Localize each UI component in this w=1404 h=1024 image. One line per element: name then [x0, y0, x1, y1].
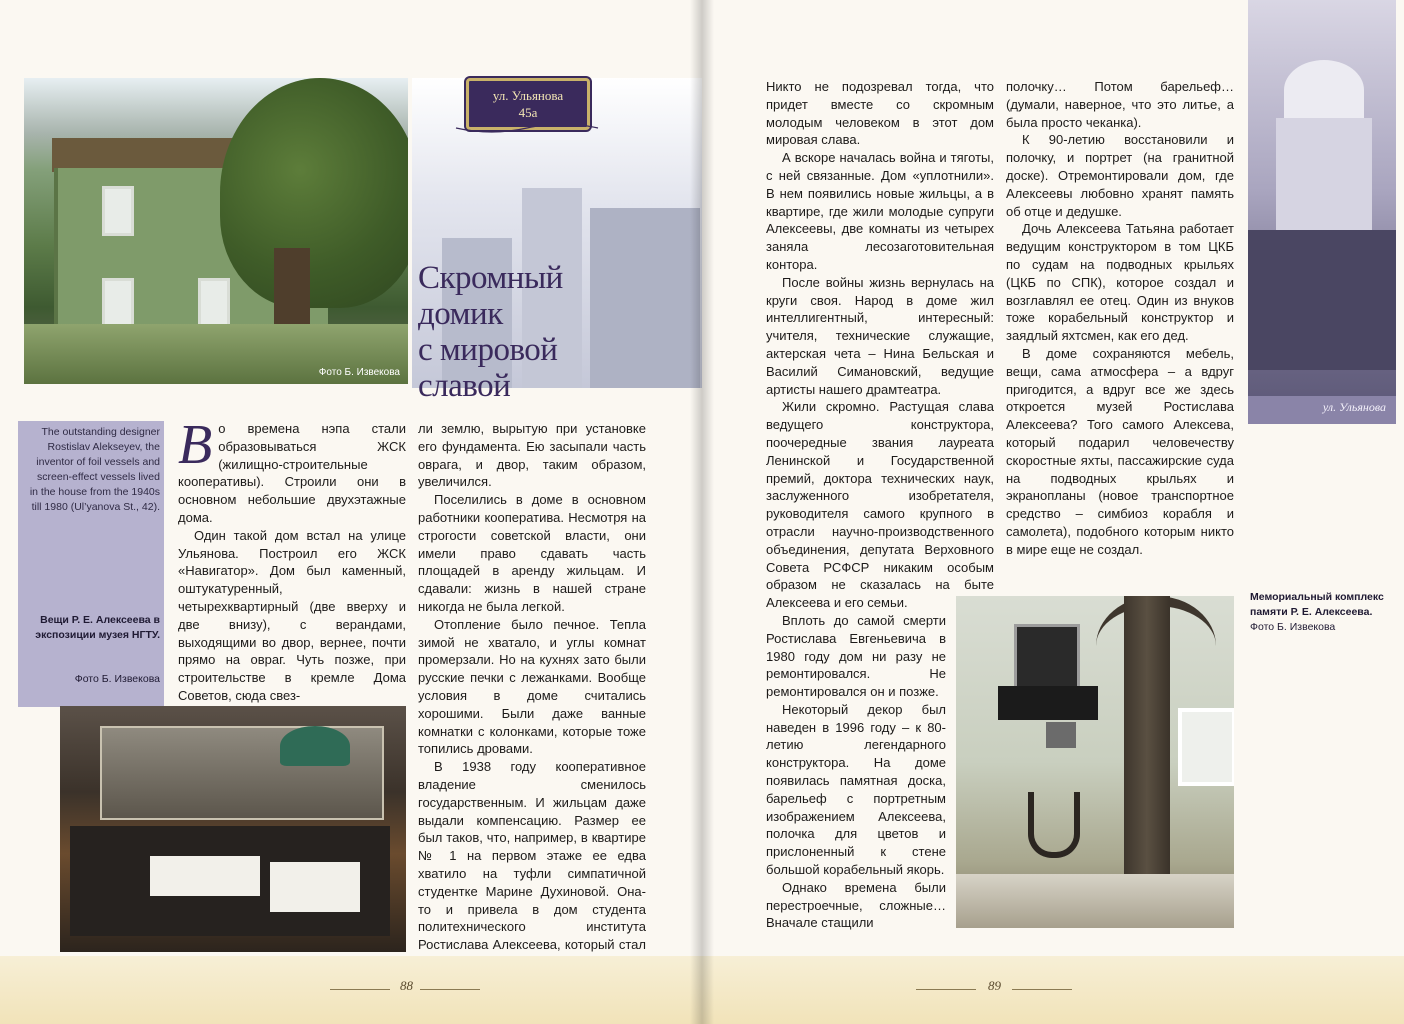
right-page — [702, 0, 1404, 1024]
footer-ornament — [916, 989, 976, 990]
paragraph — [178, 414, 406, 527]
street-plate — [452, 76, 602, 132]
house-window — [102, 186, 134, 236]
paragraph: Вплоть до самой смерти Ростислава Евгеньевича в 1980 году дом ни разу не ремонтировался. Не ремонтировался он и позже. — [766, 612, 946, 700]
paragraph: Никто не подозревал тогда, что придет вместе со скромным молодым человеком в этот дом мировая слава. — [766, 79, 994, 148]
house-photo-caption: Фото Б. Извекова — [318, 367, 400, 378]
tree-crown — [220, 78, 408, 308]
footer-band — [0, 956, 702, 1024]
street-name: ул. Ульянова — [492, 88, 564, 103]
paragraph: К 90-летию восстановили и полочку, и портрет (на гранитной доске). Отремонтировали дом, где Алексеевы любовно хранят память об отце и дедушке. — [1006, 132, 1234, 219]
paragraph: Некоторый декор был наведен в 1996 году – к 80-летию легендарного конструктора. На доме появилась памятная доска, барельеф с портретным изображением Алексеева, полочка для цветов и прислоненный к стене большой корабельный якорь. — [766, 701, 946, 878]
article-headline — [418, 260, 628, 404]
page-number: 89 — [988, 978, 1001, 993]
footer-ornament — [420, 989, 480, 990]
memorial-caption — [1250, 590, 1390, 635]
desk-lamp — [280, 726, 350, 766]
paragraph: А вскоре началась война и тяготы, с ней связанные. Дом «уплотнили». В нем появились новые жильцы, а в квартире, где жили молодые супруги Алексеевы, две комнаты из четырех заняла лесозаготовительная контора. — [766, 150, 994, 272]
memorial-photo — [956, 596, 1234, 928]
document-paper — [270, 862, 360, 912]
ornament-icon — [452, 122, 602, 134]
paragraph: Отопление было печное. Тепла зимой не хватало, и углы комнат промерзали. Но на кухнях зато были русские печки с лежанками. Вообще условия в доме считались хорошими. Были даже ванные комнатки с колонками, которые тоже топились дровами. — [418, 616, 646, 757]
ground — [956, 874, 1234, 928]
memorial-plaque — [1046, 722, 1076, 748]
paragraph: Однако времена были перестроечные, сложные… Вначале стащили — [766, 879, 946, 931]
museum-photo — [60, 706, 406, 952]
building-silhouette — [1248, 230, 1396, 370]
paragraph: Жили скромно. Растущая слава ведущего конструктора, поочередные звания лауреата Ленинской и Государственной премий, доктора технических наук, заслуженного изобретателя, руководителя самого крупного в отрасли научно-производственного объединения, депутата Верховного Совета РСФСР никаким особым образом не сказалась на быте Алексеева и его семьи. — [766, 399, 994, 611]
church-illustration — [1248, 0, 1396, 424]
english-note: The outstanding designer Rostislav Alekseyev, the inventor of foil vessels and screen-effect vessels lived in the house from the 1940s till 1980 (Ul’yanova St., 42). — [29, 426, 160, 513]
museum-caption: Вещи Р. Е. Алексеева в экспозиции музея НГТУ. — [35, 614, 160, 641]
paragraph: Поселились в доме в основном работники кооператива. Несмотря на строгости советской власти, они имели право сдавать часть площадей в аренду жильцам. И сдавали: жизнь в нашей стране никогда не была легкой. — [418, 492, 646, 614]
headline-line: домик — [418, 296, 503, 332]
footer-band — [702, 956, 1404, 1024]
dropcap: В — [178, 414, 213, 476]
paragraph: В доме сохраняются мебель, вещи, сама атмосфера – а вдруг пригодится, а вдруг все же здесь откроется музей Ростислава Алексеева? Того самого Алексева, который подарил человечеству скоростные яхты, пассажирские суда на подводных крыльях и экранопланы (новое транспортное средство – симбиоз корабля и самолета), подобного которым никто в мире еще не создал. — [1006, 345, 1234, 557]
memorial-photo-credit: Фото Б. Извекова — [1250, 621, 1336, 633]
paragraph: ли землю, вырытую при установке его фундамента. Ею засыпали часть оврага, и двор, таким образом, увеличился. — [418, 421, 646, 490]
memorial-plaque — [998, 686, 1098, 720]
document-paper — [150, 856, 260, 896]
text-column-4 — [1006, 78, 1234, 559]
anchor-icon — [1028, 792, 1080, 858]
book-gutter — [690, 0, 714, 1024]
paragraph-text: о времена нэпа стали образовываться ЖСК (жилищно-строительные кооперативы). Строили они в основном небольшие двухэтажные дома. — [178, 421, 406, 525]
house-photo — [24, 78, 408, 384]
headline-line: Скромный — [418, 260, 563, 296]
paragraph: В 1938 году кооперативное владение сменилось государственным. И жильцам даже выдали компенсацию. Размер ее был таков, что, например, в квартире № 1 на первом этаже ее едва хватило на туфли симпатичной студентке Марине Духиновой. Она-то и привела в дом студента политехнического института Ростислава Алексеева, который стал — [418, 759, 646, 953]
street-label-band — [1248, 396, 1396, 424]
narrow-text-block — [766, 612, 946, 932]
house-window — [1178, 708, 1234, 786]
headline-line: славой — [418, 368, 511, 404]
desk — [70, 826, 390, 936]
text-column-1 — [178, 414, 406, 705]
house-window — [102, 278, 134, 328]
headline-line: с мировой — [418, 332, 558, 368]
sidebar-box — [18, 421, 164, 707]
paragraph: полочку… Потом барельеф… (думали, наверное, что это литье, а была просто чеканка). — [1006, 79, 1234, 130]
footer-ornament — [1012, 989, 1072, 990]
footer-ornament — [330, 989, 390, 990]
museum-photo-credit: Фото Б. Извекова — [74, 673, 160, 685]
paragraph: После войны жизнь вернулась на круги своя. Народ в доме жил интеллигентный, интересный: учителя, технические служащие, актерская чета – Нина Бельская и Василий Симановский, ведущие артисты нашего драмтеатра. — [766, 274, 994, 397]
street-label: ул. Ульянова — [1322, 400, 1386, 414]
page-number: 88 — [400, 978, 413, 993]
church-body — [1276, 118, 1372, 238]
paragraph: Дочь Алексеева Татьяна работает ведущим конструктором в том ЦКБ по судам на подводных крыльях (ЦКБ по СПК), которое создал и возглавлял ее отец. Один из внуков тоже корабельный конструктор и заядлый яхтсмен, как его дед. — [1006, 221, 1234, 344]
text-column-2 — [418, 420, 646, 972]
memorial-caption-title: Мемориальный комплекс памяти Р. Е. Алексеева. — [1250, 591, 1384, 618]
paragraph: Один такой дом встал на улице Ульянова. Построил его ЖСК «Навигатор». Дом был каменный, оштукатуренный, четырехквартирный (две вверху и две внизу), с верандами, выходящими во двор, вернее, почти прямо на овраг. Чуть позже, при строительстве в кремле Дома Советов, сюда свез- — [178, 527, 406, 703]
church-dome — [1284, 60, 1364, 120]
house-window — [198, 278, 230, 328]
house-number: 45а — [518, 105, 538, 120]
